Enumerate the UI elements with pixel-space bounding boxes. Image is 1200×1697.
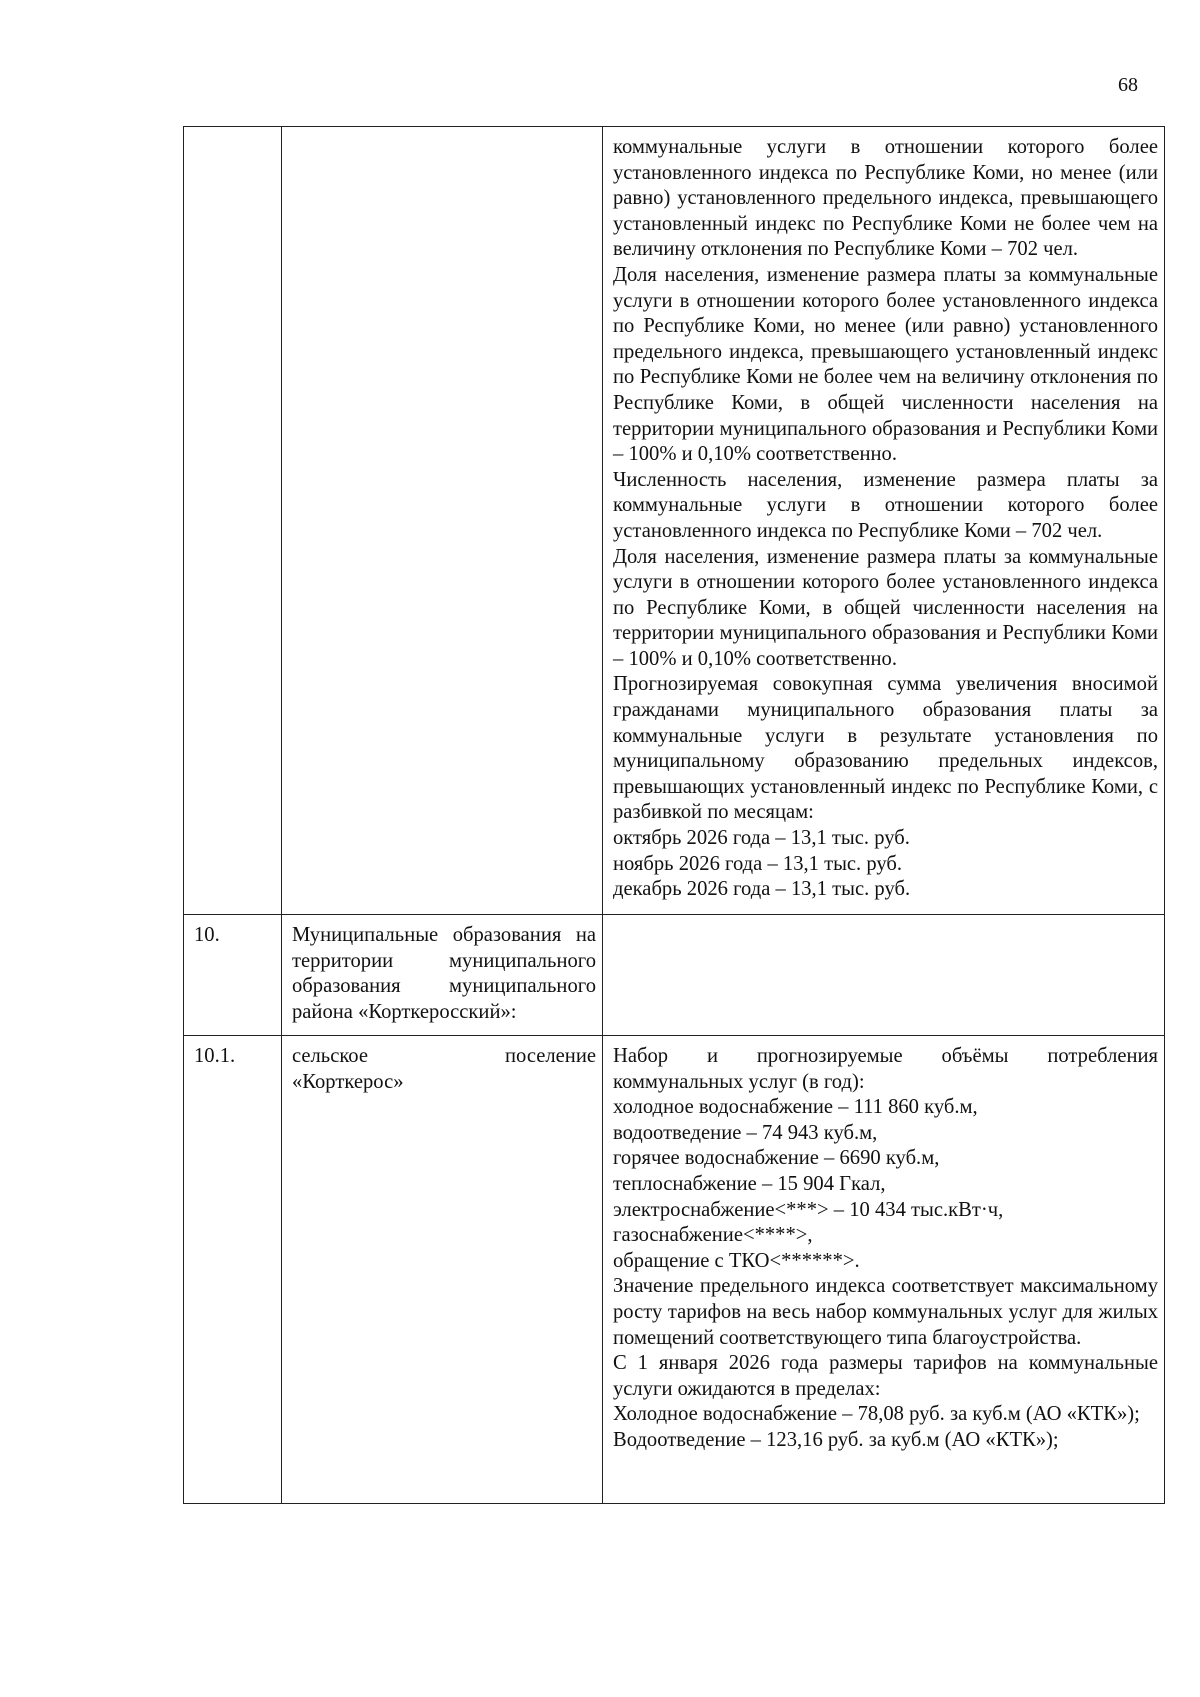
row-name-cell — [282, 1036, 603, 1504]
content-paragraph: С 1 января 2026 года размеры тарифов на коммунальные услуги ожидаются в пределах: — [613, 1352, 1158, 1400]
row-content-cell — [603, 915, 1165, 1036]
table-row — [184, 1036, 1165, 1504]
content-paragraph: Прогнозируемая совокупная сумма увеличения вносимой гражданами муниципального образования платы за коммунальные услуги в результате установления по муниципальному образованию предельных индексов, превышающих установленный индекс по Республике Коми, с разбивкой по месяцам: — [613, 673, 1158, 824]
row-number-cell — [184, 127, 282, 915]
row-content-cell — [603, 1036, 1165, 1504]
content-paragraph: водоотведение – 74 943 куб.м, — [613, 1121, 878, 1144]
content-paragraph: горячее водоснабжение – 6690 куб.м, — [613, 1147, 940, 1170]
row-name-cell — [282, 127, 603, 915]
content-paragraph: коммунальные услуги в отношении которого более установленного индекса по Республике Коми, но менее (или равно) установленного предельного индекса, превышающего установленный индекс по Республике Коми не более чем на величину отклонения по Республике Коми – 702 чел. — [613, 136, 1158, 261]
content-paragraph: Значение предельного индекса соответствует максимальному росту тарифов на весь набор коммунальных услуг для жилых помещений соответствующего типа благоустройства. — [613, 1275, 1158, 1349]
row-name-cell — [282, 915, 603, 1036]
content-paragraph: декабрь 2026 года – 13,1 тыс. руб. — [613, 878, 911, 901]
content-paragraph: холодное водоснабжение – 111 860 куб.м, — [613, 1096, 978, 1119]
content-paragraph: Набор и прогнозируемые объёмы потребления коммунальных услуг (в год): — [613, 1045, 1158, 1093]
content-paragraph: Доля населения, изменение размера платы за коммунальные услуги в отношении которого более установленного индекса по Республике Коми, но менее (или равно) установленного предельного индекса, превышающего установленный индекс по Республике Коми не более чем на величину отклонения по Республике Коми, в общей численности населения на территории муниципального образования и Республики Коми – 100% и 0,10% соответственно. — [613, 263, 1158, 466]
content-paragraph: электроснабжение<***> – 10 434 тыс.кВт·ч, — [613, 1198, 1004, 1221]
content-paragraph: газоснабжение<****>, — [613, 1224, 813, 1247]
row-name-text: сельское поселение — [292, 1045, 596, 1067]
content-paragraph: октябрь 2026 года – 13,1 тыс. руб. — [613, 827, 910, 850]
table-row — [184, 915, 1165, 1036]
row-name-text: «Корткерос» — [292, 1070, 404, 1093]
table-row — [184, 127, 1165, 915]
document-table — [183, 126, 1165, 1504]
row-number-cell: 10. — [184, 915, 282, 1036]
row-content-cell — [603, 127, 1165, 915]
content-paragraph: ноябрь 2026 года – 13,1 тыс. руб. — [613, 852, 903, 875]
content-paragraph: обращение с ТКО<******>. — [613, 1249, 860, 1272]
row-name-text: Муниципальные образования на территории муниципального образования муниципального района «Корткеросский»: — [292, 924, 596, 1023]
page-number: 68 — [1118, 74, 1138, 96]
content-paragraph: Холодное водоснабжение – 78,08 руб. за куб.м (АО «КТК»); — [613, 1403, 1140, 1426]
content-paragraph: Водоотведение – 123,16 руб. за куб.м (АО «КТК»); — [613, 1428, 1059, 1451]
content-paragraph: Доля населения, изменение размера платы за коммунальные услуги в отношении которого более установленного индекса по Республике Коми, в общей численности населения на территории муниципального образования и Республики Коми – 100% и 0,10% соответственно. — [613, 545, 1158, 670]
content-paragraph: Численность населения, изменение размера платы за коммунальные услуги в отношении которого более установленного индекса по Республике Коми – 702 чел. — [613, 468, 1158, 542]
row-number-cell: 10.1. — [184, 1036, 282, 1504]
content-paragraph: теплоснабжение – 15 904 Гкал, — [613, 1172, 886, 1195]
